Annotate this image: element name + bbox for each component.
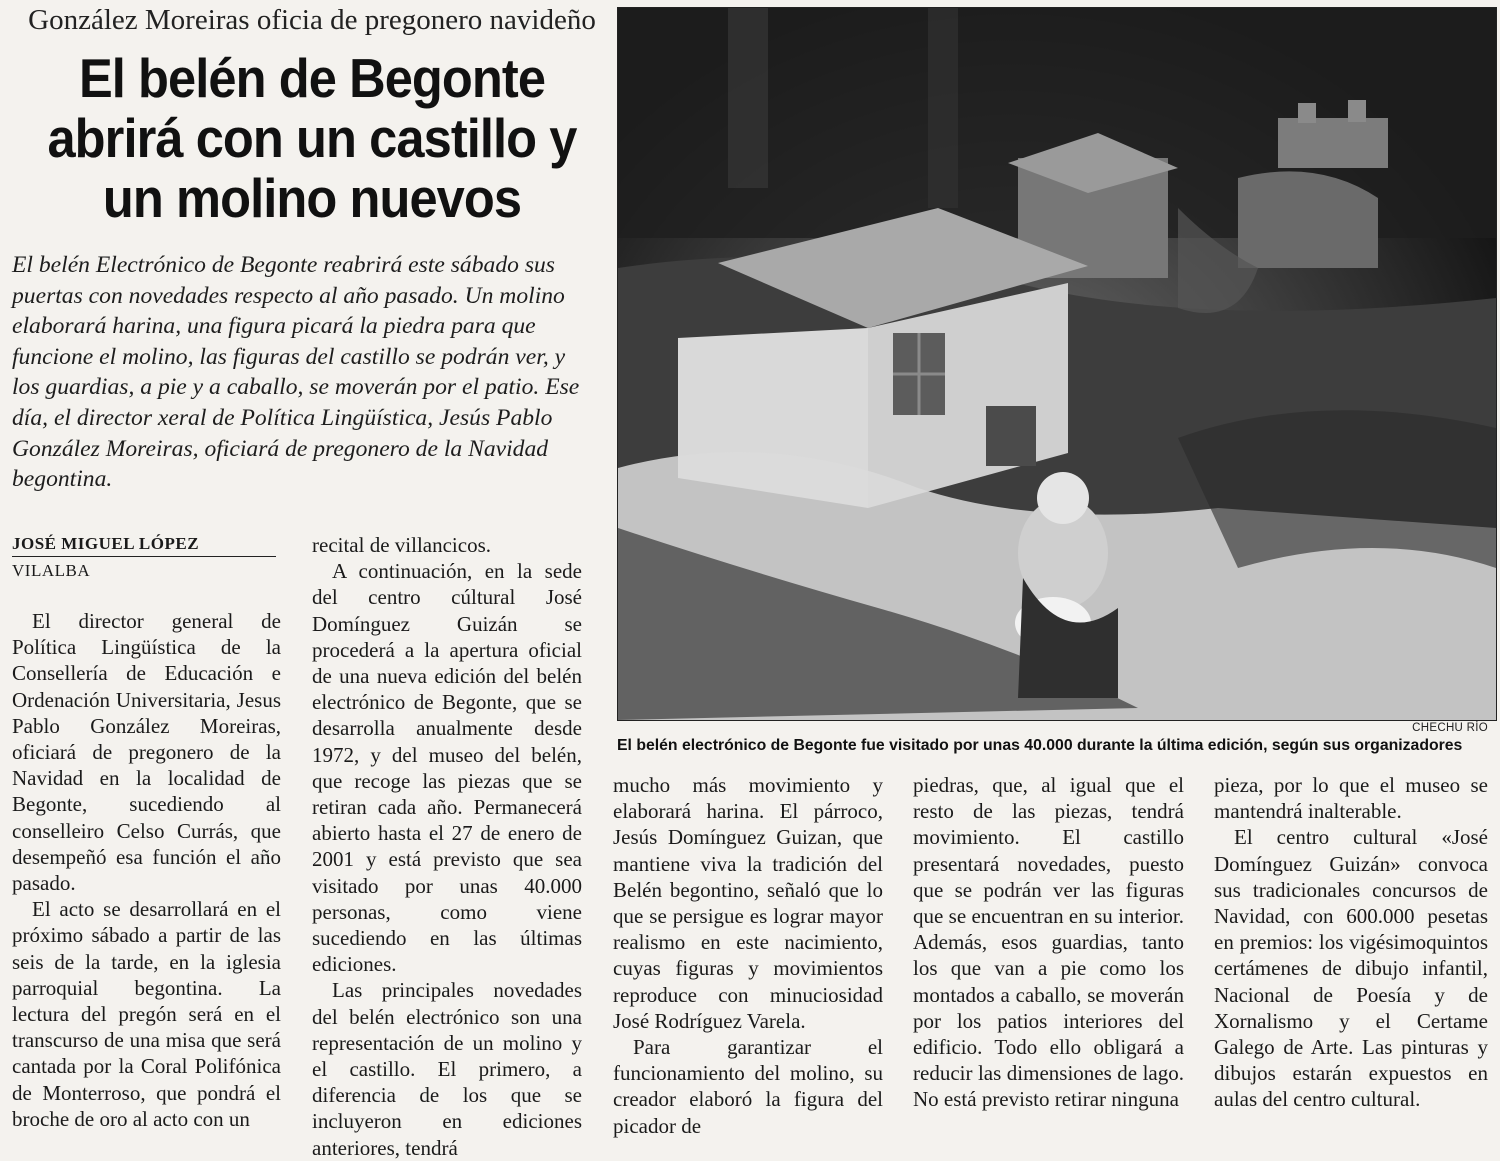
paragraph-continued: mucho más movimiento y elaborará harina. El párroco, Jesús Domínguez Guizan, que mantiene viva la tradición del Belén begontino, señaló que lo que se persigue es lograr mayor realismo en este nacimiento, cuyas figuras y movimientos reproduce con minuciosidad José Rodríguez Varela. (613, 773, 883, 1033)
paragraph-continued: piedras, que, al igual que el resto de las piezas, tendrá movimiento. El castillo presentará novedades, puesto que se podrán ver las figuras que se encuentran en su interior. Además, esos guardias, tanto los que van a pie como los montados a caballo, se moverán por los patios interiores del edificio. Todo ello obligará a reducir las dimensiones de lago. No está previsto retirar ninguna (913, 773, 1184, 1112)
paragraph: Para garantizar el funcionamiento del molino, su creador elaboró la figura del picador de (613, 1035, 883, 1138)
body-column-1 (12, 608, 281, 1132)
byline: JOSÉ MIGUEL LÓPEZ (12, 534, 276, 557)
article-kicker: González Moreiras oficia de pregonero navideño (28, 4, 596, 36)
dateline: VILALBA (12, 561, 91, 580)
body-column-5 (1214, 772, 1488, 1113)
nativity-scene-photo (618, 8, 1496, 720)
paragraph: El acto se desarrollará en el próximo sábado a partir de las seis de la tarde, en la iglesia parroquial begontina. La lectura del pregón será en el transcurso de una misa que será cantada por la Coral Polifónica de Monterroso, que pondrá el broche de oro al acto con un (12, 897, 281, 1131)
body-column-3 (613, 772, 883, 1139)
paragraph: El director general de Política Lingüística de la Consellería de Educación e Ordenación Universitaria, Jesus Pablo González Moreiras, oficiará de pregonero de la Navidad en la localidad de Begonte, sucediendo al conselleiro Celso Currás, que desempeñó esa función el año pasado. (12, 609, 281, 896)
article-lede: El belén Electrónico de Begonte reabrirá este sábado sus puertas con novedades respecto al año pasado. Un molino elaborará harina, una figura picará la piedra para que funcione el molino, las figuras del castillo se podrán ver, y los guardias, a pie y a caballo, se moverán por el patio. Ese día, el director xeral de Política Lingüística, Jesús Pablo González Moreiras, oficiará de pregonero de la Navidad begontina. (12, 252, 580, 493)
paragraph: El centro cultural «José Domínguez Guizán» convoca sus tradicionales concursos de Navidad, con 600.000 pesetas en premios: los vigésimoquintos certámenes de dibujo infantil, Nacional de Poesía y de Xornalismo y el Certame Galego de Arte. Las pinturas y dibujos estarán expuestos en aulas del centro cultural. (1214, 825, 1488, 1112)
paragraph: A continuación, en la sede del centro cúltural José Domínguez Guizán se procederá a la apertura oficial de una nueva edición del belén electrónico de Begonte, que se desarrolla anualmente desde 1972, y del museo del belén, que recoge las piezas que se retiran cada año. Permanecerá abierto hasta el 27 de enero de 2001 y está previsto que sea visitado por unas 40.000 personas, como viene sucediendo en las últimas ediciones. (312, 559, 582, 977)
article-photo (617, 7, 1497, 721)
article-headline: El belén de Begonte abrirá con un castillo y un molino nuevos (47, 47, 577, 229)
paragraph-continued: pieza, por lo que el museo se mantendrá inalterable. (1214, 773, 1488, 824)
paragraph-continued: recital de villancicos. (312, 533, 492, 557)
photo-caption: El belén electrónico de Begonte fue visitado por unas 40.000 durante la última edición, según sus organizadores (617, 737, 1463, 754)
photo-credit: CHECHU RÍO (1412, 722, 1488, 734)
body-column-2 (312, 532, 582, 1161)
body-column-4 (913, 772, 1184, 1113)
paragraph: Las principales novedades del belén electrónico son una representación de un molino y el castillo. El primero, a diferencia de los que se incluyeron en ediciones anteriores, tendrá (312, 978, 582, 1160)
